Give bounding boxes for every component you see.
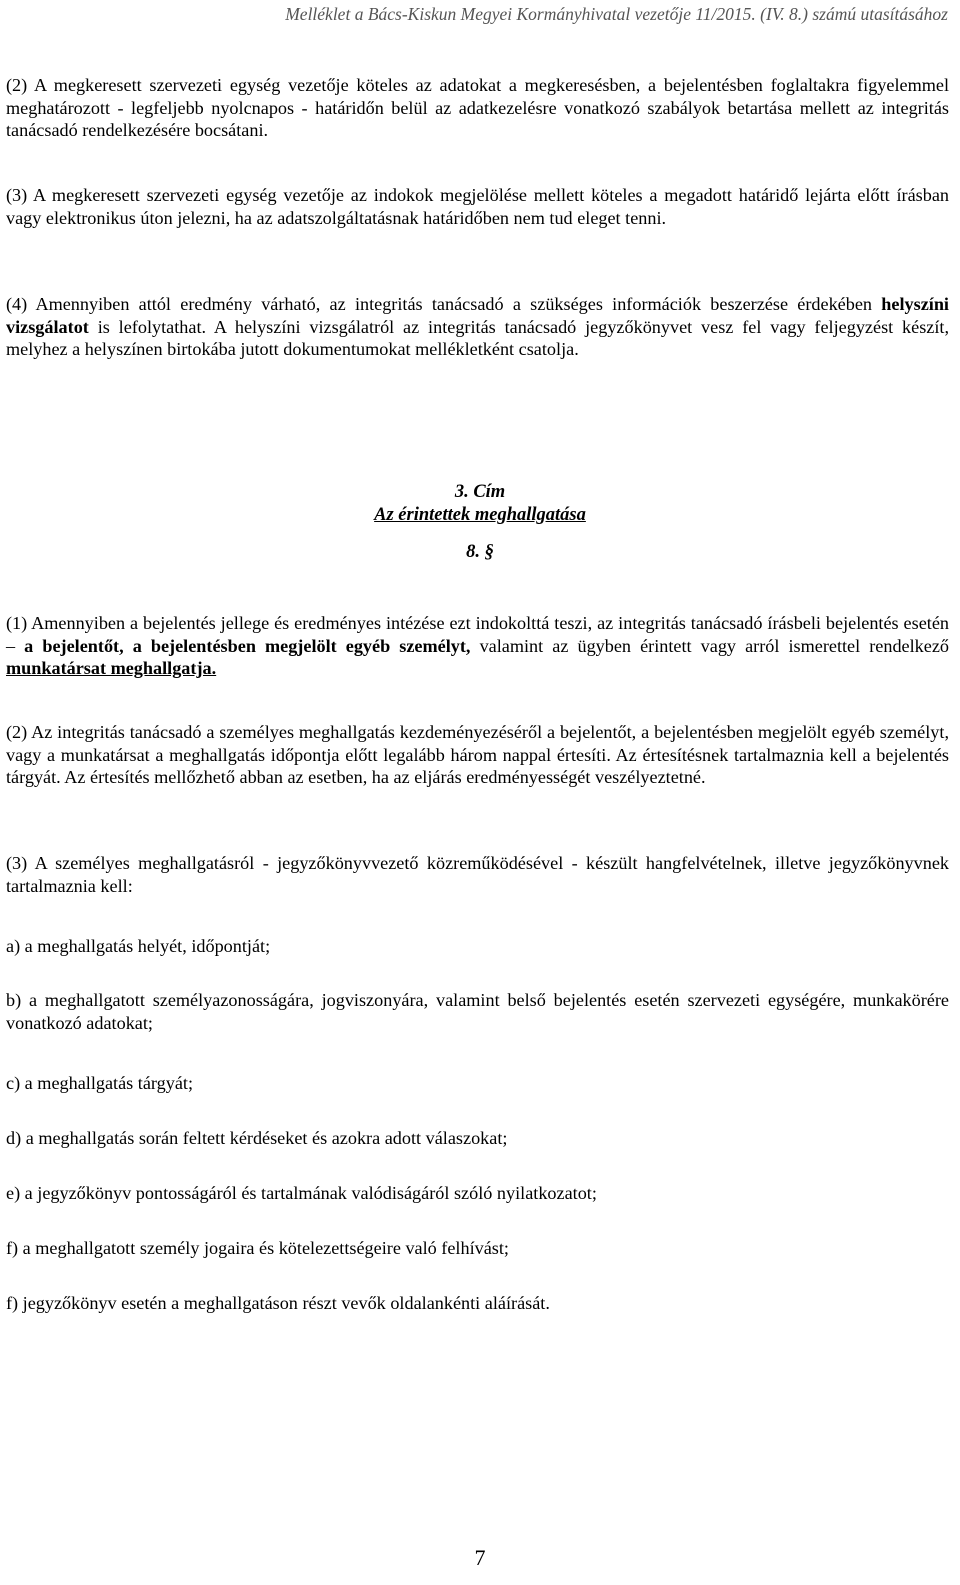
section-8-p2-block: [6, 721, 949, 789]
list-item: f) jegyzőkönyv esetén a meghallgatáson részt vevők oldalankénti aláírását.: [6, 1293, 550, 1313]
s8-p1-bold-2: munkatársat meghallgatja.: [6, 658, 217, 678]
list-item: d) a meghallgatás során feltett kérdéseket és azokra adott válaszokat;: [6, 1128, 508, 1148]
list-item: a) a meghallgatás helyét, időpontját;: [6, 936, 271, 956]
page-header: Melléklet a Bács-Kiskun Megyei Kormányhivatal vezetője 11/2015. (IV. 8.) számú utasításához: [285, 4, 948, 24]
list-item-f-block: [6, 1237, 949, 1260]
paragraph-4: [6, 293, 949, 361]
list-item-b-block: [6, 989, 949, 1034]
section-8-paragraph-1: [6, 612, 949, 680]
paragraph-4-text-2: is lefolytathat. A helyszíni vizsgálatról az integritás tanácsadó jegyzőkönyvet vesz fel vagy feljegyzést készít, melyhez a helyszínen birtokába jutott dokumentumokat mellékletként csatolja.: [6, 316, 950, 359]
page-number: 7: [474, 1545, 486, 1570]
paragraph-4-text-1: (4) Amennyiben attól eredmény várható, az integritás tanácsadó a szükséges információk beszerzése érdekében: [6, 294, 873, 314]
list-item-d-block: [6, 1127, 949, 1150]
section-sign: 8. §: [466, 542, 494, 562]
paragraph-2: (2) A megkeresett szervezeti egység vezetője köteles az adatokat a megkeresésben, a bejelentésben foglaltakra figyelemmel meghatározott - legfeljebb nyolcnapos - határidőn belül az adatkezelésre vonatkozó szabályok betartása mellett az integritás tanácsadó rendelkezésére bocsátani.: [6, 75, 949, 140]
list-item: c) a meghallgatás tárgyát;: [6, 1073, 194, 1093]
paragraph-4-bold: helyszíni vizsgálatot: [6, 294, 949, 337]
chapter-title: Az érintettek meghallgatása: [374, 504, 586, 525]
section-top: [6, 74, 949, 142]
paragraph-3: (3) A megkeresett szervezeti egység vezetője az indokok megjelölése mellett köteles a megadott határidő lejárta előtt írásban vagy elektronikus úton jelezni, ha az adatszolgáltatásnak határidőben nem tud eleget tenni.: [6, 185, 949, 228]
section-top-p4-block: [6, 293, 949, 361]
s8-p1-text-2: valamint az ügyben érintett vagy arról ismerettel rendelkező: [479, 635, 950, 656]
list-item-f2-block: [6, 1292, 949, 1315]
list-item-e-block: [6, 1182, 949, 1205]
section-8-p1-block: [6, 612, 949, 680]
list-item: f) a meghallgatott személy jogaira és kötelezettségeire való felhívást;: [6, 1238, 509, 1258]
list-item-a-block: [6, 935, 949, 958]
list-item-c-block: [6, 1072, 949, 1095]
s8-p1-text-1: (1) Amennyiben a bejelentés jellege és eredményes intézése ezt indokolttá teszi, az integritás tanácsadó írásbeli bejelentés esetén –: [6, 613, 949, 656]
section-8-p3-block: [6, 852, 949, 897]
s8-p1-bold-1: a bejelentőt, a bejelentésben megjelölt egyéb személyt,: [24, 635, 471, 656]
section-8-paragraph-3: (3) A személyes meghallgatásról - jegyzőkönyvvezető közreműködésével - készült hangfelvételnek, illetve jegyzőkönyvnek tartalmaznia kell:: [6, 853, 949, 896]
section-top-p3-block: [6, 184, 949, 229]
section-8-paragraph-2: (2) Az integritás tanácsadó a személyes meghallgatás kezdeményezéséről a bejelentőt, a bejelentésben megjelölt egyéb személyt, vagy a munkatársat a meghallgatás időpontja előtt legalább három nappal értesíti. Az értesítésnek tartalmaznia kell a bejelentés tárgyát. Az értesítés mellőzhető abban az esetben, ha az eljárás eredményességét veszélyeztetné.: [6, 722, 949, 787]
list-item: b) a meghallgatott személyazonosságára, jogviszonyára, valamint belső bejelentés esetén szervezeti egységére, munkakörére vonatkozó adatokat;: [6, 990, 949, 1033]
chapter-number: 3. Cím: [454, 482, 506, 502]
list-item: e) a jegyzőkönyv pontosságáról és tartalmának valódiságáról szóló nyilatkozatot;: [6, 1183, 597, 1203]
chapter-heading: [0, 481, 960, 564]
